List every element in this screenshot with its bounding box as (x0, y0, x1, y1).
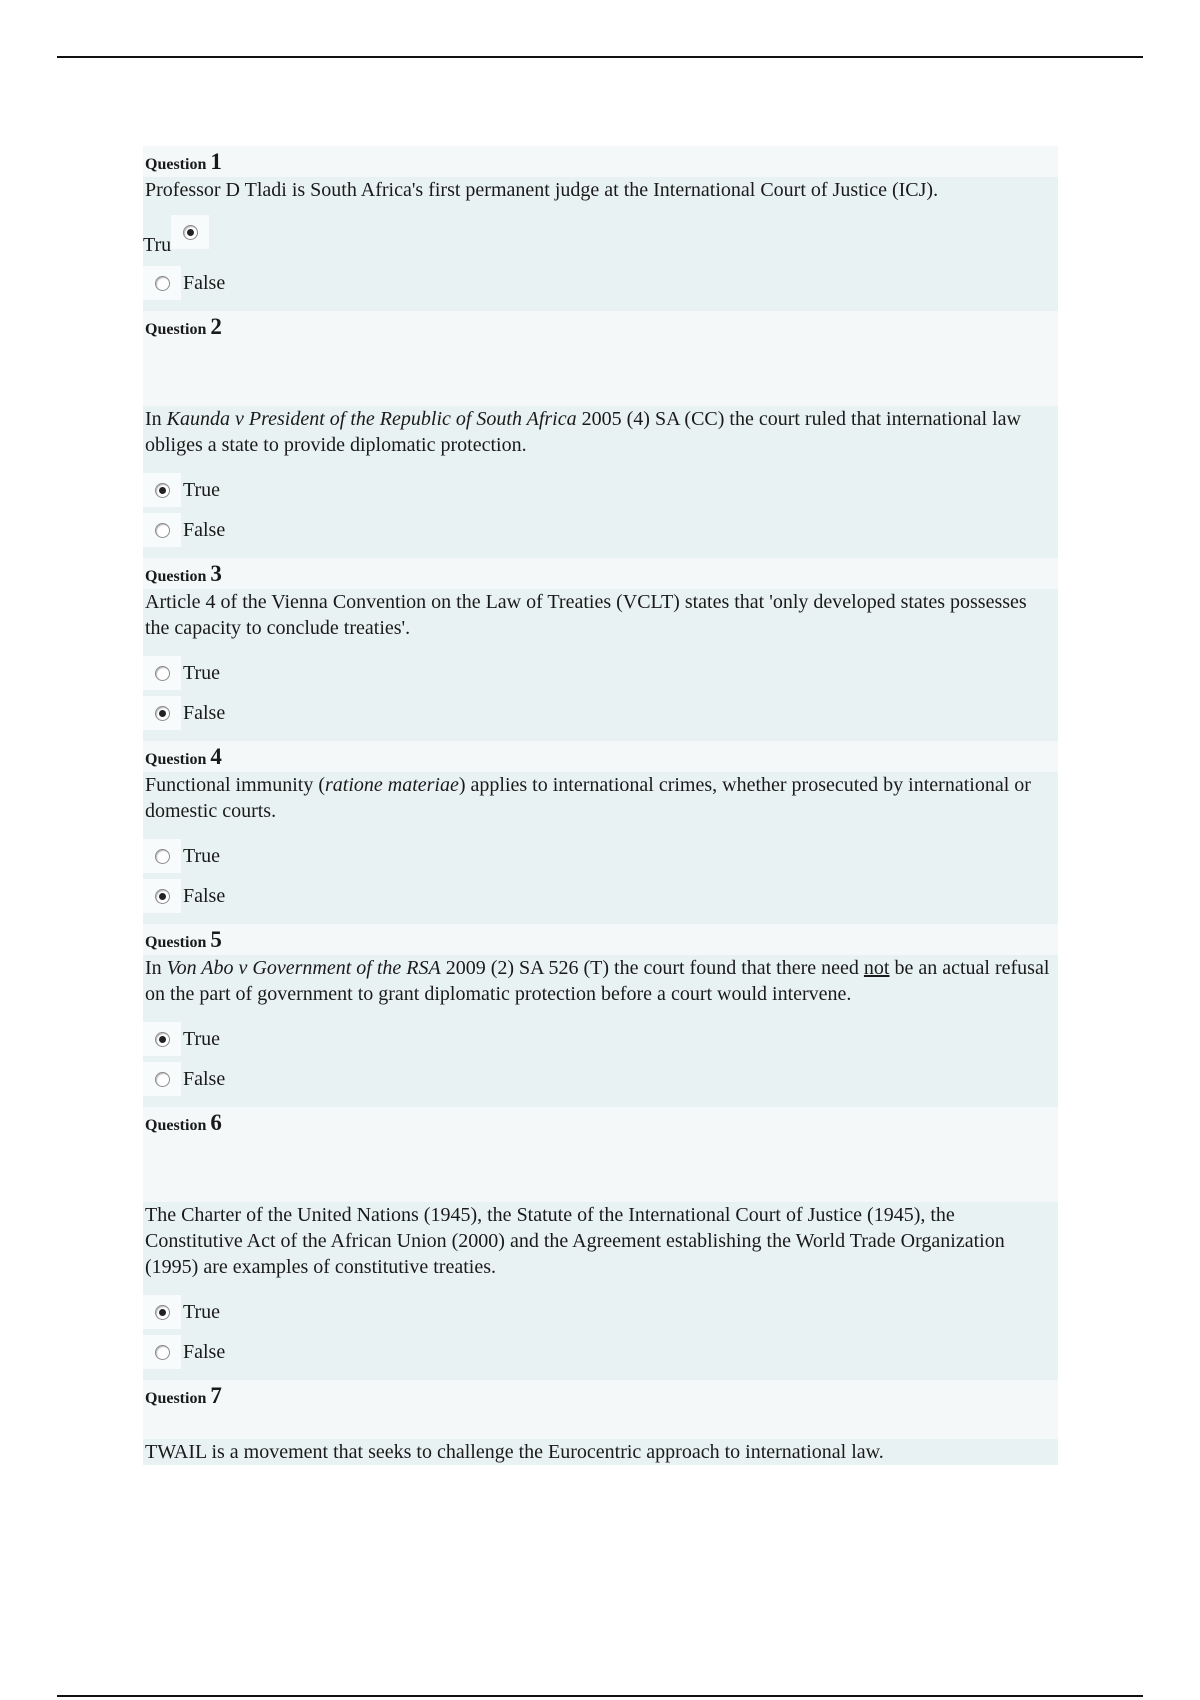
question-number: 7 (210, 1383, 222, 1408)
question-label (143, 311, 1058, 342)
question-number: 3 (210, 561, 222, 586)
question-prompt: In Von Abo v Government of the RSA 2009 (2) SA 526 (T) the court found that there need not be an actual refusal on the part of government to grant diplomatic protection before a court would intervene. (143, 955, 1058, 1007)
answer-label: False (183, 884, 226, 907)
answer-option-true[interactable] (143, 1292, 1058, 1332)
radio-button[interactable] (171, 215, 209, 249)
footer-rule (57, 1695, 1143, 1697)
question-prompt: TWAIL is a movement that seeks to challenge the Eurocentric approach to international law. (143, 1439, 1058, 1465)
question-prompt: The Charter of the United Nations (1945), the Statute of the International Court of Justice (1945), the Constitutive Act of the African Union (2000) and the Agreement establishing the World Trade Organization (1995) are examples of constitutive treaties. (143, 1202, 1058, 1280)
question-prompt: Functional immunity (ratione materiae) applies to international crimes, whether prosecuted by international or domestic courts. (143, 772, 1058, 824)
question-word: Question (145, 156, 207, 173)
question-number: 5 (210, 927, 222, 952)
answer-option-false[interactable] (143, 1332, 1058, 1372)
answer-label: False (183, 701, 226, 724)
question-label (143, 146, 1058, 177)
question-label (143, 741, 1058, 772)
question-5 (143, 924, 1058, 1107)
answer-label: True (183, 844, 221, 867)
answer-option-true[interactable] (143, 1019, 1058, 1059)
radio-button[interactable] (143, 879, 181, 913)
answer-option-true[interactable] (143, 470, 1058, 510)
question-prompt: Article 4 of the Vienna Convention on the Law of Treaties (VCLT) states that 'only developed states possesses the capacity to conclude treaties'. (143, 589, 1058, 641)
radio-checked-icon (155, 889, 170, 904)
quiz-document (143, 146, 1058, 1465)
radio-unchecked-icon (155, 1345, 170, 1360)
answer-options (143, 203, 1058, 311)
question-spacer (143, 1138, 1058, 1202)
question-number: 6 (210, 1110, 222, 1135)
question-prompt: In Kaunda v President of the Republic of South Africa 2005 (4) SA (CC) the court ruled that international law obliges a state to provide diplomatic protection. (143, 406, 1058, 458)
answer-option-false[interactable] (143, 1059, 1058, 1099)
answer-label: True (183, 1300, 221, 1323)
answer-option-tru[interactable] (143, 215, 1058, 263)
answer-options (143, 641, 1058, 741)
answer-option-false[interactable] (143, 263, 1058, 303)
radio-button[interactable] (143, 473, 181, 507)
question-spacer (143, 342, 1058, 406)
question-3 (143, 558, 1058, 741)
question-word: Question (145, 934, 207, 951)
radio-button[interactable] (143, 1022, 181, 1056)
radio-button[interactable] (143, 696, 181, 730)
question-6 (143, 1107, 1058, 1380)
question-label (143, 1380, 1058, 1411)
answer-label: True (183, 478, 221, 501)
radio-checked-icon (155, 483, 170, 498)
question-label (143, 924, 1058, 955)
answer-option-true[interactable] (143, 836, 1058, 876)
radio-unchecked-icon (155, 523, 170, 538)
radio-checked-icon (155, 706, 170, 721)
question-2 (143, 311, 1058, 558)
question-number: 1 (210, 149, 222, 174)
question-word: Question (145, 1390, 207, 1407)
radio-checked-icon (155, 1032, 170, 1047)
radio-unchecked-icon (155, 1072, 170, 1087)
answer-label: False (183, 518, 226, 541)
question-1 (143, 146, 1058, 311)
answer-options (143, 824, 1058, 924)
answer-option-false[interactable] (143, 510, 1058, 550)
radio-button[interactable] (143, 1295, 181, 1329)
question-number: 2 (210, 314, 222, 339)
answer-options (143, 1280, 1058, 1380)
radio-button[interactable] (143, 839, 181, 873)
answer-label: True (183, 661, 221, 684)
question-spacer (143, 1411, 1058, 1439)
radio-button[interactable] (143, 1062, 181, 1096)
radio-unchecked-icon (155, 849, 170, 864)
radio-checked-icon (155, 1305, 170, 1320)
question-word: Question (145, 751, 207, 768)
answer-option-true[interactable] (143, 653, 1058, 693)
answer-label: False (183, 271, 226, 294)
question-7 (143, 1380, 1058, 1465)
answer-option-false[interactable] (143, 693, 1058, 733)
answer-options (143, 1007, 1058, 1107)
answer-options (143, 458, 1058, 558)
radio-button[interactable] (143, 513, 181, 547)
radio-button[interactable] (143, 1335, 181, 1369)
radio-unchecked-icon (155, 666, 170, 681)
question-prompt: Professor D Tladi is South Africa's first permanent judge at the International Court of Justice (ICJ). (143, 177, 1058, 203)
header-rule (57, 56, 1143, 58)
question-word: Question (145, 1117, 207, 1134)
radio-button[interactable] (143, 656, 181, 690)
question-4 (143, 741, 1058, 924)
answer-label: True (183, 1027, 221, 1050)
radio-button[interactable] (143, 266, 181, 300)
question-number: 4 (210, 744, 222, 769)
answer-label: Tru (143, 234, 172, 256)
question-label (143, 1107, 1058, 1138)
radio-checked-icon (183, 225, 198, 240)
question-word: Question (145, 321, 207, 338)
question-word: Question (145, 568, 207, 585)
answer-option-false[interactable] (143, 876, 1058, 916)
answer-label: False (183, 1067, 226, 1090)
radio-unchecked-icon (155, 276, 170, 291)
answer-label: False (183, 1340, 226, 1363)
question-label (143, 558, 1058, 589)
